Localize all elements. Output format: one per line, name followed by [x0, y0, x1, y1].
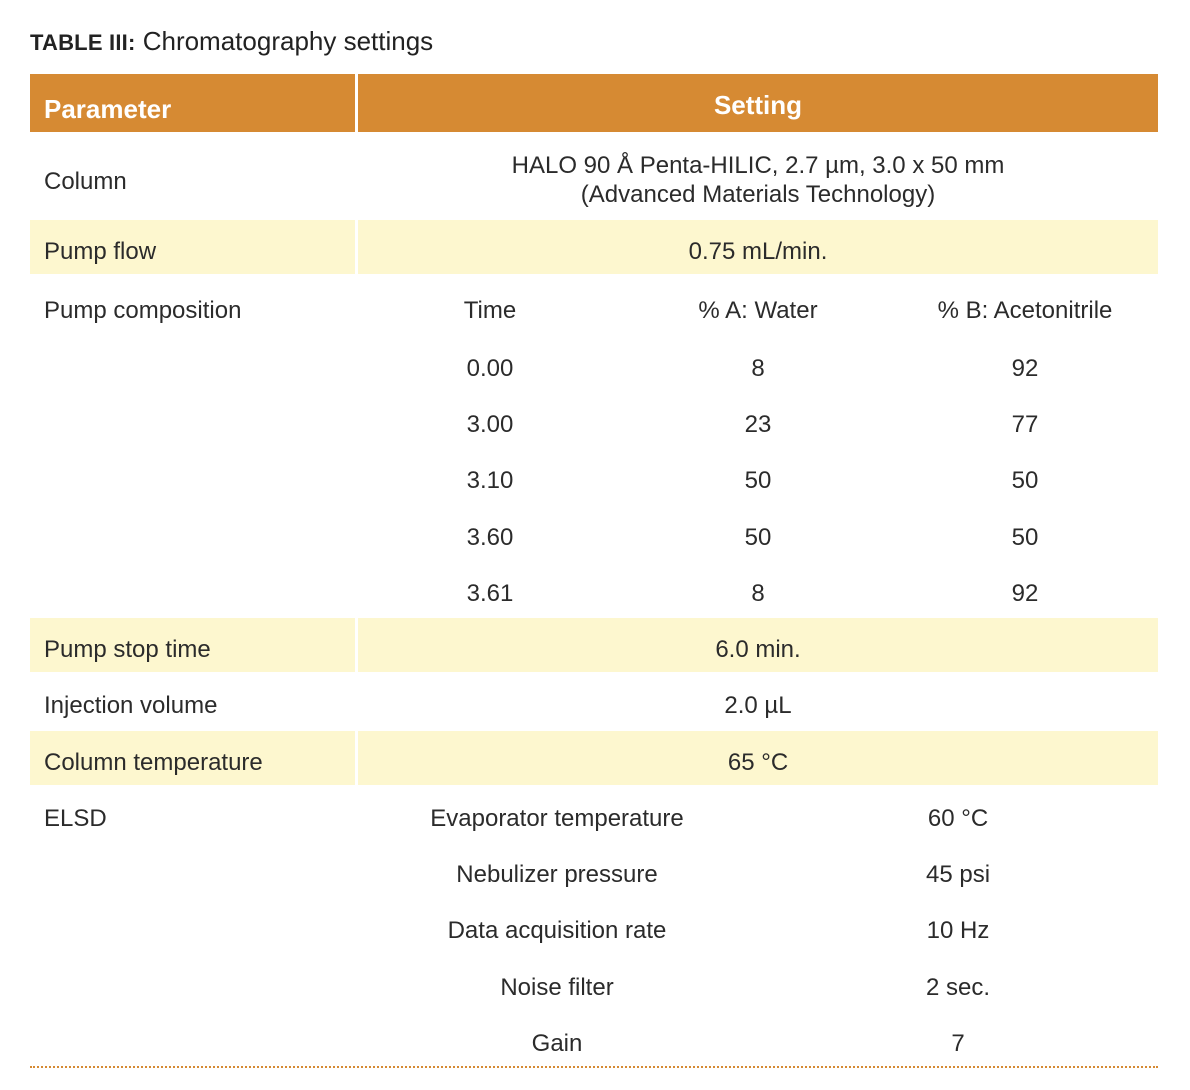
gradient-water: 50 [744, 467, 772, 494]
row-pump-stop-time-divider [355, 618, 358, 672]
row-pump-flow-band [30, 220, 1158, 274]
gradient-time: 3.00 [466, 411, 514, 438]
row-pump-flow-value: 0.75 mL/min. [688, 238, 828, 265]
elsd-setting-name: Data acquisition rate [447, 917, 667, 944]
row-injection-volume-value: 2.0 µL [724, 692, 792, 719]
elsd-setting-name: Nebulizer pressure [456, 861, 658, 888]
row-column-temperature-divider [355, 731, 358, 785]
table-bottom-rule [30, 1066, 1158, 1068]
row-pump-flow-label: Pump flow [44, 238, 157, 265]
gradient-water: 23 [744, 411, 772, 438]
elsd-setting-value: 60 °C [927, 805, 989, 832]
gradient-acetonitrile: 92 [1011, 580, 1039, 607]
gradient-time: 3.10 [466, 467, 514, 494]
pump-composition-header-water: % A: Water [698, 297, 818, 324]
header-parameter [30, 74, 355, 132]
pump-composition-header-time: Time [463, 297, 517, 324]
gradient-time: 3.61 [466, 580, 514, 607]
elsd-setting-name: Noise filter [500, 974, 614, 1001]
row-pump-stop-time-value: 6.0 min. [715, 636, 801, 663]
gradient-time: 0.00 [466, 355, 514, 382]
table-caption-title: Chromatography settings [142, 26, 434, 56]
row-pump-composition-label: Pump composition [44, 297, 242, 324]
table-caption-label: TABLE III: [30, 30, 136, 55]
row-column-temperature-label: Column temperature [44, 749, 263, 776]
elsd-setting-value: 10 Hz [926, 917, 990, 944]
row-elsd-label: ELSD [44, 805, 107, 832]
row-pump-flow-divider [355, 220, 358, 274]
row-injection-volume-label: Injection volume [44, 692, 218, 719]
header-setting [358, 74, 1158, 132]
elsd-setting-name: Gain [531, 1030, 583, 1057]
row-column-value-line2: (Advanced Materials Technology) [580, 181, 936, 208]
gradient-water: 8 [751, 355, 765, 382]
row-column-value-line1: HALO 90 Å Penta-HILIC, 2.7 µm, 3.0 x 50 mm [511, 152, 1005, 179]
elsd-setting-value: 7 [951, 1030, 965, 1057]
gradient-acetonitrile: 77 [1011, 411, 1039, 438]
gradient-water: 8 [751, 580, 765, 607]
header-setting-label: Setting [713, 90, 803, 120]
row-column-label: Column [44, 168, 127, 195]
table-caption [30, 26, 433, 57]
pump-composition-header-acetonitrile: % B: Acetonitrile [937, 297, 1113, 324]
gradient-acetonitrile: 50 [1011, 467, 1039, 494]
row-column-temperature-value: 65 °C [727, 749, 789, 776]
elsd-setting-value: 2 sec. [925, 974, 991, 1001]
gradient-acetonitrile: 92 [1011, 355, 1039, 382]
row-pump-stop-time-label: Pump stop time [44, 636, 211, 663]
elsd-setting-name: Evaporator temperature [430, 805, 684, 832]
gradient-acetonitrile: 50 [1011, 524, 1039, 551]
header-parameter-label: Parameter [44, 94, 172, 124]
elsd-setting-value: 45 psi [925, 861, 991, 888]
gradient-water: 50 [744, 524, 772, 551]
gradient-time: 3.60 [466, 524, 514, 551]
